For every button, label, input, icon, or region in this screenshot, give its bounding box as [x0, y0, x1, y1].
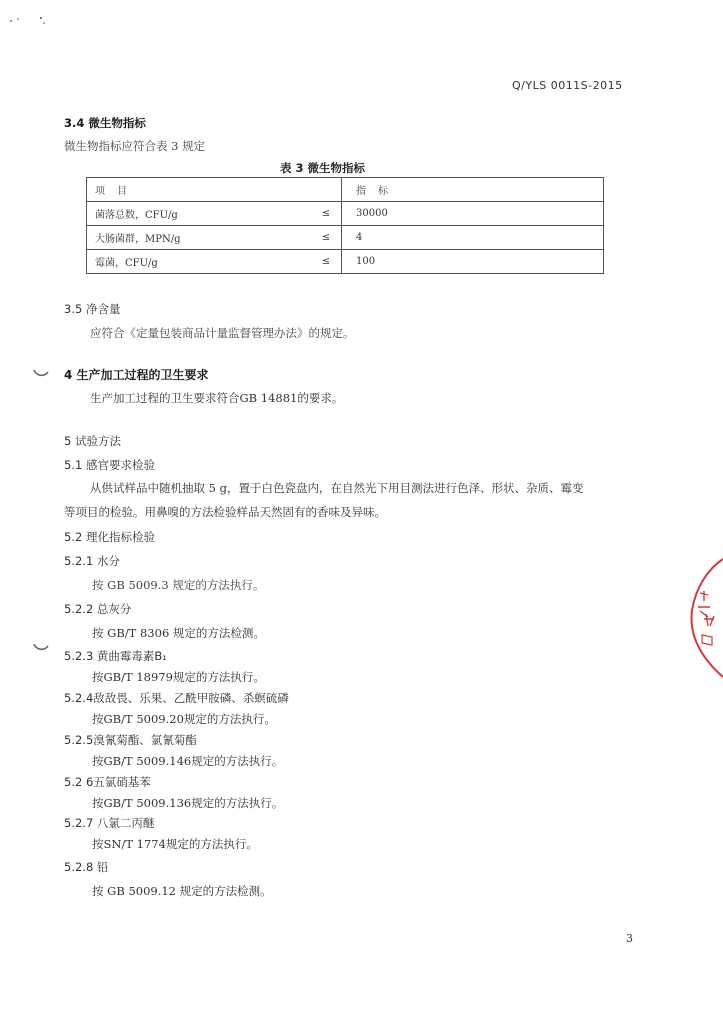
- subsection-heading: 5.2.2 总灰分: [64, 602, 132, 616]
- subsection-text: 按 GB/T 8306 规定的方法检测。: [92, 626, 265, 640]
- table-row: [87, 226, 604, 250]
- table-row: [87, 202, 604, 226]
- subsection-text: 按GB/T 5009.136规定的方法执行。: [92, 796, 284, 810]
- table-header-row: [87, 178, 604, 202]
- table-cell-item: 菌落总数，CFU/g: [87, 202, 312, 226]
- red-seal-stamp-icon: [686, 555, 723, 685]
- table-cell-value: 30000: [342, 202, 604, 226]
- subsection-heading: 5.2 6五氯硝基苯: [64, 775, 151, 789]
- section-5-2-heading: 5.2 理化指标检验: [64, 530, 155, 544]
- table-cell-operator: ≤: [311, 202, 342, 226]
- table-cell-item: 霉菌，CFU/g: [87, 250, 312, 274]
- subsection-heading: 5.2.3 黄曲霉毒素B₁: [64, 649, 167, 663]
- table-cell-value: 4: [342, 226, 604, 250]
- section-5-1-text-line2: 等项目的检验。用鼻嗅的方法检验样品天然固有的香味及异味。: [64, 505, 386, 519]
- table-col-value-header: 指标: [342, 178, 604, 202]
- table-cell-operator: ≤: [311, 226, 342, 250]
- microbial-index-table: [86, 177, 604, 274]
- page-number: 3: [626, 932, 633, 945]
- table-col-op-header: [311, 178, 342, 202]
- subsection-heading: 5.2.7 八氯二丙醚: [64, 816, 155, 830]
- subsection-text: 按 GB 5009.3 规定的方法执行。: [92, 578, 265, 592]
- table-cell-value: 100: [342, 250, 604, 274]
- subsection-text: 按GB/T 5009.20规定的方法执行。: [92, 712, 276, 726]
- section-5-heading: 5 试验方法: [64, 434, 121, 448]
- subsection-heading: 5.2.4敌敌畏、乐果、乙酰甲胺磷、杀螟硫磷: [64, 691, 289, 705]
- punch-hole-mark-icon: [32, 640, 50, 658]
- standard-code: Q/YLS 0011S-2015: [512, 79, 623, 92]
- table-col-item-header: 项目: [87, 178, 312, 202]
- subsection-heading: 5.2.8 铅: [64, 860, 109, 874]
- subsection-heading: 5.2.5溴氰菊酯、氯氰菊酯: [64, 733, 197, 747]
- section-3-5-text: 应符合《定量包装商品计量监督管理办法》的规定。: [90, 326, 355, 340]
- section-3-4-text: 微生物指标应符合表 3 规定: [64, 139, 206, 153]
- section-4-text: 生产加工过程的卫生要求符合GB 14881的要求。: [90, 391, 344, 405]
- subsection-text: 按 GB 5009.12 规定的方法检测。: [92, 884, 272, 898]
- subsection-text: 按SN/T 1774规定的方法执行。: [92, 837, 258, 851]
- scan-speck-decoration: [8, 12, 48, 26]
- section-3-5-heading: 3.5 净含量: [64, 302, 121, 316]
- table-3-caption: 表 3 微生物指标: [280, 161, 366, 175]
- punch-hole-mark-icon: [32, 366, 50, 384]
- table-cell-item: 大肠菌群，MPN/g: [87, 226, 312, 250]
- subsection-text: 按GB/T 18979规定的方法执行。: [92, 670, 265, 684]
- section-4-heading: 4 生产加工过程的卫生要求: [64, 368, 209, 382]
- subsection-text: 按GB/T 5009.146规定的方法执行。: [92, 754, 284, 768]
- subsection-heading: 5.2.1 水分: [64, 554, 120, 568]
- table-row: [87, 250, 604, 274]
- section-5-1-text-line1: 从供试样品中随机抽取 5 g，置于白色瓷盘内，在自然光下用目测法进行色泽、形状、杂质、霉变: [90, 481, 584, 495]
- section-3-4-heading: 3.4 微生物指标: [64, 116, 146, 130]
- table-cell-operator: ≤: [311, 250, 342, 274]
- section-5-1-heading: 5.1 感官要求检验: [64, 458, 155, 472]
